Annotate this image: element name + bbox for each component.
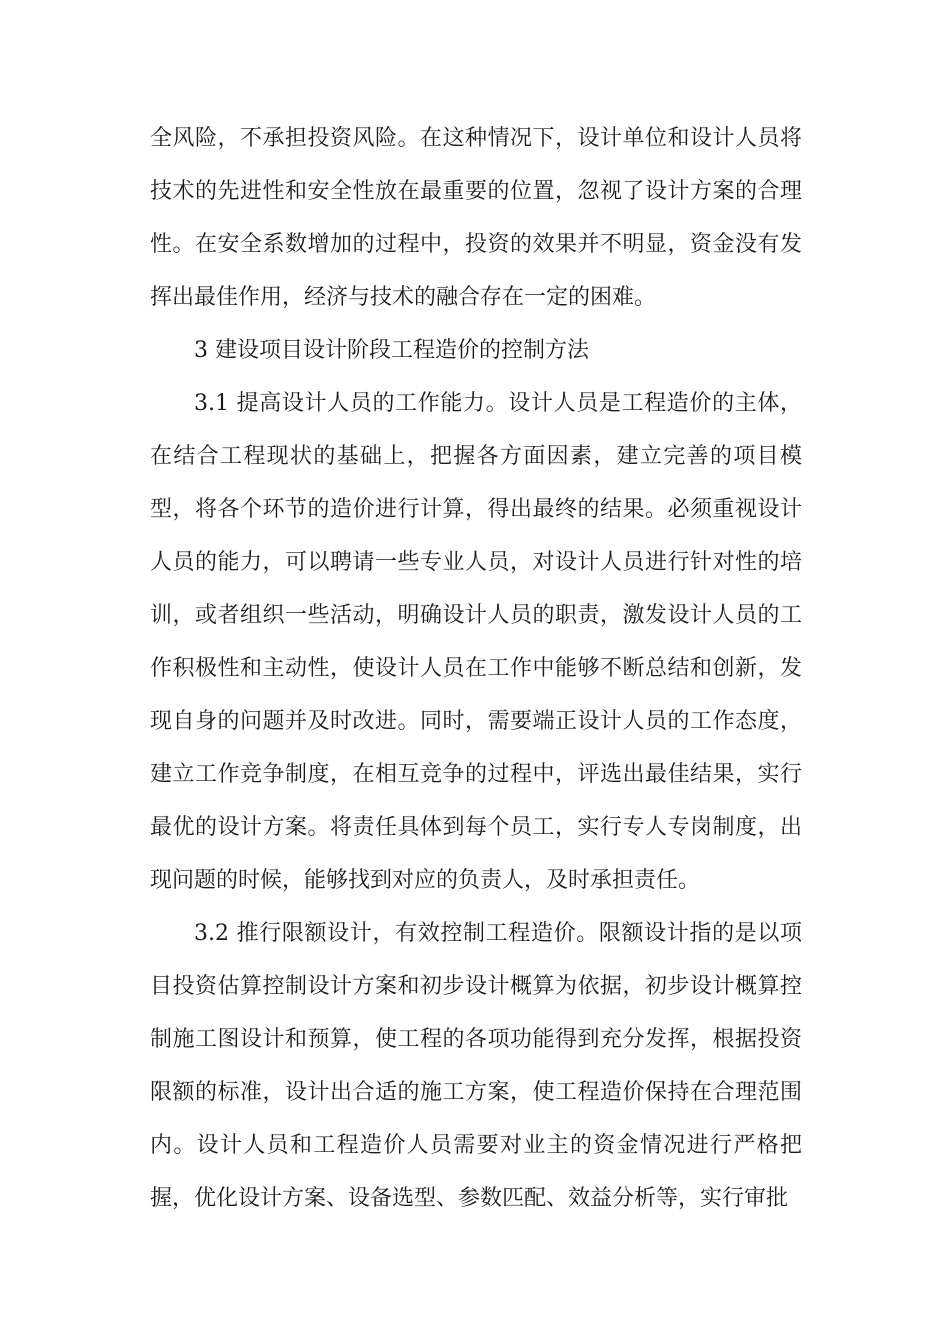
section-heading-3: 3 建设项目设计阶段工程造价的控制方法 bbox=[194, 338, 589, 363]
paragraph-3-1: 3.1 提高设计人员的工作能力。设计人员是工程造价的主体，在结合工程现状的基础上，把握各方面因素，建立完善的项目模型，将各个环节的造价进行计算，得出最终的结果。必须重视设计人员的能力，可以聘请一些专业人员，对设计人员进行针对性的培训，或者组织一些活动，明确设计人员的职责，激发设计人员的工作积极性和主动性，使设计人员在工作中能够不断总结和创新，发现自身的问题并及时改进。同时，需要端正设计人员的工作态度，建立工作竞争制度，在相互竞争的过程中，评选出最佳结果，实行最优的设计方案。将责任具体到每个员工，实行专人专岗制度，出现问题的时候，能够找到对应的负责人，及时承担责任。 bbox=[150, 391, 802, 893]
paragraph-continuation: 全风险，不承担投资风险。在这种情况下，设计单位和设计人员将技术的先进性和安全性放在最重要的位置，忽视了设计方案的合理性。在安全系数增加的过程中，投资的效果并不明显，资金没有发挥出最佳作用，经济与技术的融合存在一定的困难。 bbox=[150, 126, 802, 310]
paragraph-3-2: 3.2 推行限额设计，有效控制工程造价。限额设计指的是以项目投资估算控制设计方案和初步设计概算为依据，初步设计概算控制施工图设计和预算，使工程的各项功能得到充分发挥，根据投资限额的标准，设计出合适的施工方案，使工程造价保持在合理范围内。设计人员和工程造价人员需要对业主的资金情况进行严格把握，优化设计方案、设备选型、参数匹配、效益分析等，实行审批 bbox=[150, 921, 802, 1211]
document-body bbox=[150, 112, 802, 1225]
